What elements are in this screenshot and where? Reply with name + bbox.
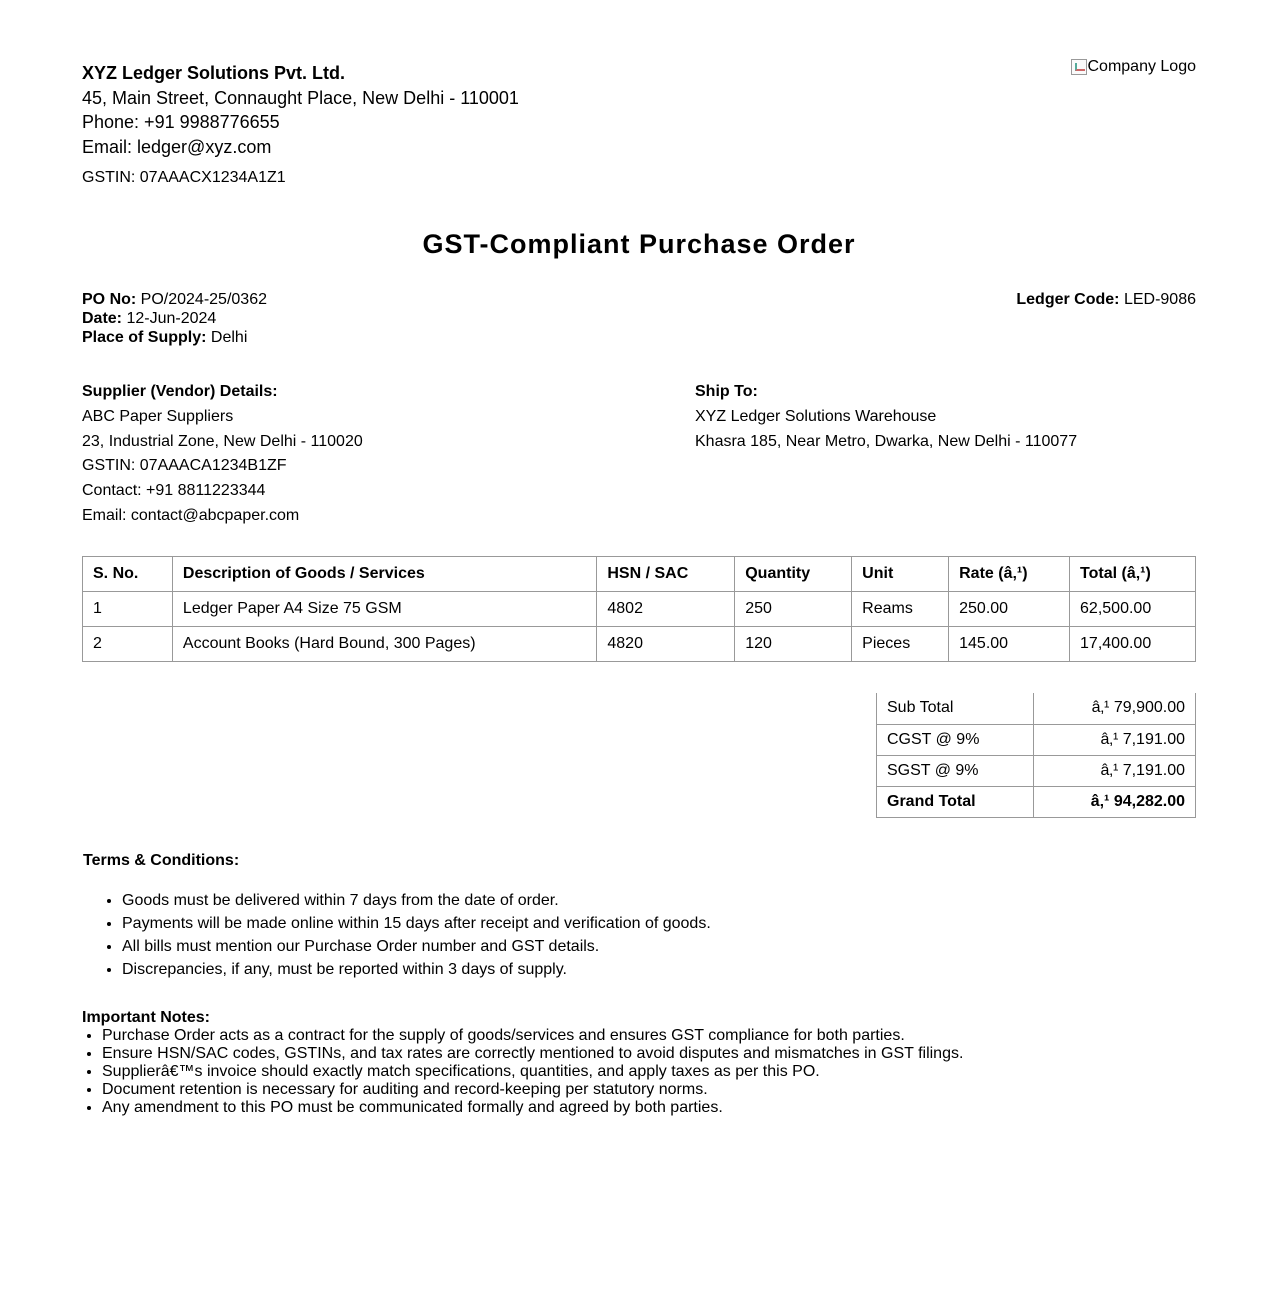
subtotal-row bbox=[877, 693, 1196, 724]
ledger-code-row bbox=[1016, 290, 1196, 309]
table-cell: Reams bbox=[852, 592, 949, 627]
company-phone: Phone: +91 9988776655 bbox=[82, 112, 280, 132]
company-block bbox=[82, 61, 519, 159]
ship-to-line: XYZ Ledger Solutions Warehouse bbox=[695, 407, 937, 425]
company-logo bbox=[1071, 58, 1196, 76]
supplier-heading: Supplier (Vendor) Details: bbox=[82, 383, 278, 400]
table-cell: Pieces bbox=[852, 627, 949, 662]
column-header: Quantity bbox=[735, 557, 852, 592]
supplier-line: ABC Paper Suppliers bbox=[82, 407, 234, 425]
notes-list bbox=[102, 1027, 963, 1117]
broken-image-icon bbox=[1071, 59, 1087, 75]
sgst-row bbox=[877, 755, 1196, 786]
place-of-supply-row bbox=[82, 328, 267, 347]
po-meta bbox=[82, 290, 267, 347]
column-header: Total (â‚¹) bbox=[1070, 557, 1196, 592]
ship-to-details bbox=[695, 380, 1077, 454]
supplier-line: Email: contact@abcpaper.com bbox=[82, 506, 300, 524]
ledger-code-label: Ledger Code: bbox=[1016, 291, 1120, 308]
total-amount: â‚¹ 79,900.00 bbox=[1034, 693, 1196, 724]
items-table bbox=[82, 556, 1196, 662]
total-label: Sub Total bbox=[877, 693, 1034, 724]
column-header: Unit bbox=[852, 557, 949, 592]
company-gstin: GSTIN: 07AAACX1234A1Z1 bbox=[82, 169, 286, 186]
po-number-row bbox=[82, 290, 267, 309]
total-amount: â‚¹ 94,282.00 bbox=[1034, 786, 1196, 817]
table-cell: 4820 bbox=[597, 627, 735, 662]
table-cell: 4802 bbox=[597, 592, 735, 627]
list-item: • Discrepancies, if any, must be reported within 3 days of supply. bbox=[122, 958, 711, 981]
list-item: • Document retention is necessary for auditing and record-keeping per statutory norms. bbox=[102, 1081, 963, 1099]
column-header: S. No. bbox=[83, 557, 173, 592]
table-cell: 120 bbox=[735, 627, 852, 662]
table-cell: 17,400.00 bbox=[1070, 627, 1196, 662]
list-item: • Payments will be made online within 15 days after receipt and verification of goods. bbox=[122, 912, 711, 935]
list-item: • Ensure HSN/SAC codes, GSTINs, and tax rates are correctly mentioned to avoid disputes and mismatches in GST filings. bbox=[102, 1045, 963, 1063]
table-cell: 62,500.00 bbox=[1070, 592, 1196, 627]
column-header: HSN / SAC bbox=[597, 557, 735, 592]
list-item: • Purchase Order acts as a contract for the supply of goods/services and ensures GST compliance for both parties. bbox=[102, 1027, 963, 1045]
po-number-value: PO/2024-25/0362 bbox=[140, 291, 267, 308]
ledger-code-value: LED-9086 bbox=[1123, 291, 1196, 308]
grand-total-row bbox=[877, 786, 1196, 817]
table-cell: Account Books (Hard Bound, 300 Pages) bbox=[172, 627, 596, 662]
total-label: Grand Total bbox=[877, 786, 1034, 817]
notes-heading: Important Notes: bbox=[82, 1009, 210, 1026]
company-name: XYZ Ledger Solutions Pvt. Ltd. bbox=[82, 63, 346, 83]
table-cell: 2 bbox=[83, 627, 173, 662]
table-row bbox=[83, 592, 1196, 627]
list-item: • Supplierâ€™s invoice should exactly match specifications, quantities, and apply taxes as per this PO. bbox=[102, 1063, 963, 1081]
page-title: GST-Compliant Purchase Order bbox=[422, 229, 856, 259]
table-row bbox=[83, 627, 1196, 662]
terms-list bbox=[122, 889, 711, 981]
column-header: Rate (â‚¹) bbox=[949, 557, 1070, 592]
list-item: • All bills must mention our Purchase Order number and GST details. bbox=[122, 935, 711, 958]
supplier-details bbox=[82, 380, 363, 529]
total-amount: â‚¹ 7,191.00 bbox=[1034, 755, 1196, 786]
table-cell: 250 bbox=[735, 592, 852, 627]
po-date-label: Date: bbox=[82, 310, 123, 327]
po-number-label: PO No: bbox=[82, 291, 137, 308]
total-label: SGST @ 9% bbox=[877, 755, 1034, 786]
totals-table bbox=[876, 693, 1196, 818]
company-address: 45, Main Street, Connaught Place, New Delhi - 110001 bbox=[82, 87, 519, 108]
supplier-line: GSTIN: 07AAACA1234B1ZF bbox=[82, 457, 287, 475]
total-amount: â‚¹ 7,191.00 bbox=[1034, 724, 1196, 755]
ship-to-heading: Ship To: bbox=[695, 383, 758, 400]
ship-to-line: Khasra 185, Near Metro, Dwarka, New Delhi - 110077 bbox=[695, 432, 1078, 450]
po-date-value: 12-Jun-2024 bbox=[126, 310, 217, 327]
items-header-row bbox=[83, 557, 1196, 592]
table-cell: 1 bbox=[83, 592, 173, 627]
place-of-supply-label: Place of Supply: bbox=[82, 329, 207, 346]
table-cell: 250.00 bbox=[949, 592, 1070, 627]
table-cell: 145.00 bbox=[949, 627, 1070, 662]
logo-alt-text: Company Logo bbox=[1087, 58, 1196, 75]
supplier-line: Contact: +91 8811223344 bbox=[82, 482, 266, 500]
list-item: • Any amendment to this PO must be communicated formally and agreed by both parties. bbox=[102, 1099, 963, 1117]
total-label: CGST @ 9% bbox=[877, 724, 1034, 755]
supplier-line: 23, Industrial Zone, New Delhi - 110020 bbox=[82, 432, 363, 450]
terms-heading: Terms & Conditions: bbox=[83, 852, 240, 869]
company-email: Email: ledger@xyz.com bbox=[82, 136, 272, 157]
table-cell: Ledger Paper A4 Size 75 GSM bbox=[172, 592, 596, 627]
place-of-supply-value: Delhi bbox=[210, 329, 248, 346]
list-item: • Goods must be delivered within 7 days from the date of order. bbox=[122, 889, 711, 912]
po-date-row bbox=[82, 309, 267, 328]
cgst-row bbox=[877, 724, 1196, 755]
column-header: Description of Goods / Services bbox=[172, 557, 596, 592]
